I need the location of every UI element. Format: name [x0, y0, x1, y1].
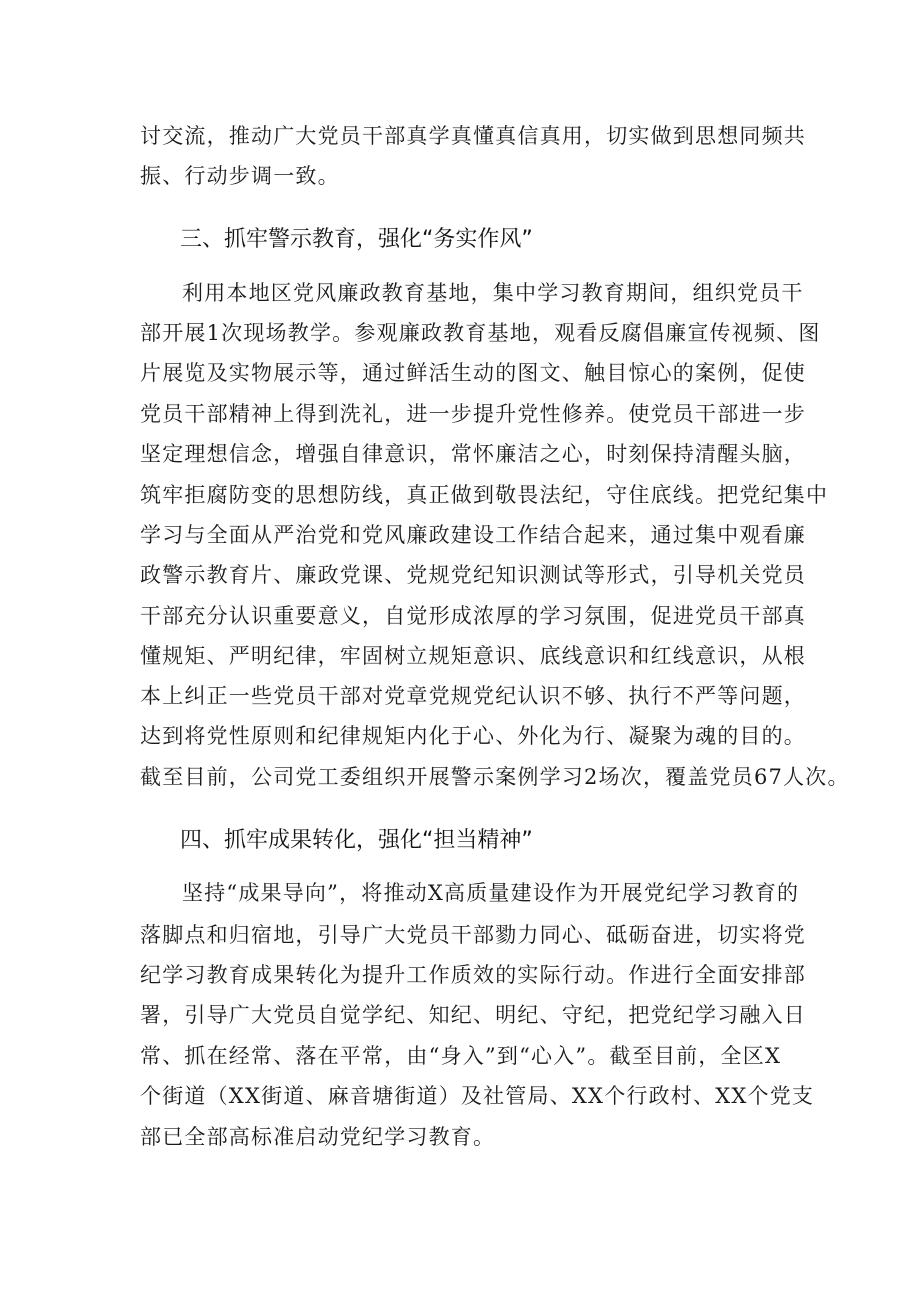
- paragraph-line: 振、行动步调一致。: [140, 164, 340, 188]
- paragraph-line: 部开展1次现场教学。参观廉政教育基地，观看反腐倡廉宣传视频、图: [140, 321, 821, 345]
- section-heading-4: 四、抓牢成果转化，强化“担当精神”: [180, 828, 533, 853]
- paragraph-line: 纪学习教育成果转化为提升工作质效的实际行动。作进行全面安排部: [140, 963, 806, 987]
- paragraph-line: 利用本地区党风廉政教育基地，集中学习教育期间，组织党员干: [182, 281, 804, 305]
- paragraph-line: 片展览及实物展示等，通过鲜活生动的图文、触目惊心的案例，促使: [140, 361, 806, 385]
- paragraph-line: 政警示教育片、廉政党课、党规党纪知识测试等形式，引导机关党员: [140, 563, 806, 587]
- paragraph-line: 落脚点和归宿地，引导广大党员干部勠力同心、砥砺奋进，切实将党: [140, 923, 806, 947]
- paragraph-line: 个街道（XX街道、麻音塘街道）及社管局、XX个行政村、XX个党支: [140, 1084, 815, 1108]
- section-heading-3: 三、抓牢警示教育，强化“务实作风”: [180, 227, 533, 252]
- paragraph-line: 学习与全面从严治党和党风廉政建设工作结合起来，通过集中观看廉: [140, 523, 806, 547]
- paragraph-line: 常、抓在经常、落在平常，由“身入”到“心入”。截至目前，全区X: [140, 1044, 782, 1068]
- paragraph-line: 坚定理想信念，增强自律意识，常怀廉洁之心，时刻保持清醒头脑，: [140, 442, 806, 466]
- paragraph-line: 筑牢拒腐防变的思想防线，真正做到敬畏法纪，守住底线。把党纪集中: [140, 483, 829, 507]
- paragraph-line: 达到将党性原则和纪律规矩内化于心、外化为行、凝聚为魂的目的。: [140, 724, 806, 748]
- paragraph-line: 党员干部精神上得到洗礼，进一步提升党性修养。使党员干部进一步: [140, 402, 806, 426]
- paragraph-line: 懂规矩、严明纪律，牢固树立规矩意识、底线意识和红线意识，从根: [140, 644, 806, 668]
- paragraph-line: 坚持“成果导向”，将推动X高质量建设作为开展党纪学习教育的: [182, 881, 800, 905]
- paragraph-line: 署，引导广大党员自觉学纪、知纪、明纪、守纪，把党纪学习融入日: [140, 1003, 806, 1027]
- paragraph-line: 本上纠正一些党员干部对党章党规党纪认识不够、执行不严等问题，: [140, 684, 806, 708]
- paragraph-line: 讨交流，推动广大党员干部真学真懂真信真用，切实做到思想同频共: [140, 124, 806, 148]
- paragraph-line: 部已全部高标准启动党纪学习教育。: [140, 1125, 496, 1149]
- paragraph-line: 干部充分认识重要意义，自觉形成浓厚的学习氛围，促进党员干部真: [140, 604, 806, 628]
- paragraph-line: 截至目前，公司党工委组织开展警示案例学习2场次，覆盖党员67人次。: [140, 765, 850, 789]
